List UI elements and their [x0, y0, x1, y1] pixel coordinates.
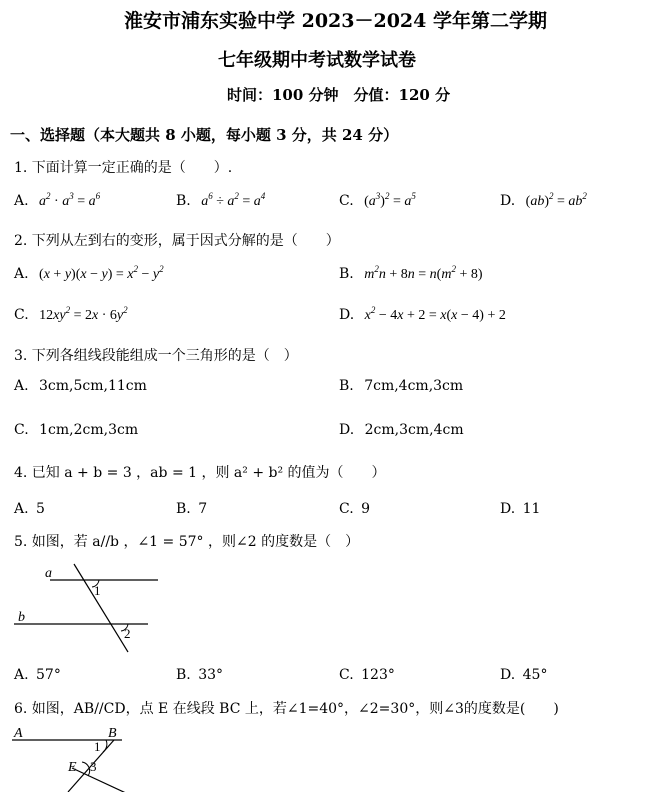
q2-option-b: B. $m^2n + 8n = n(m^2 + 8)$	[339, 264, 483, 282]
option-value: 3cm,5cm,11cm	[39, 378, 147, 394]
q1-option-a: A. $a^2 \cdot a^3 = a^6$	[14, 191, 101, 209]
option-value: 1cm,2cm,3cm	[39, 422, 139, 438]
q4-option-a	[14, 501, 45, 517]
q3-option-c	[14, 422, 138, 438]
option-letter: C.	[14, 307, 29, 323]
label-angle-3: 3	[90, 759, 97, 774]
option-value: 45°	[522, 667, 548, 683]
label-point-e: E	[68, 760, 77, 775]
angle-1-arc	[103, 740, 107, 752]
option-value: 2cm,3cm,4cm	[364, 422, 464, 438]
option-letter: C.	[339, 193, 354, 209]
q6-figure	[10, 724, 150, 792]
q2-option-c: C. $12xy^2 = 2x \cdot 6y^2$	[14, 305, 128, 323]
label-a: a	[45, 566, 52, 581]
option-value: 7	[198, 501, 208, 517]
label-b: b	[18, 610, 25, 625]
option-letter: D.	[500, 501, 516, 517]
option-value: 57°	[36, 667, 61, 683]
option-letter: B.	[176, 193, 191, 209]
option-value: 123°	[361, 667, 395, 683]
question-3-stem: 3. 下列各组线段能组成一个三角形的是（ ）	[14, 348, 298, 364]
option-letter: D.	[500, 667, 516, 683]
q5-option-c	[339, 667, 395, 683]
option-letter: A.	[14, 378, 29, 394]
q1-option-c: C. $(a^3)^2 = a^5$	[339, 191, 416, 209]
segment-e-ray	[72, 768, 128, 792]
option-letter: D.	[339, 307, 355, 323]
exam-subtitle: 七年级期中考试数学试卷	[218, 50, 416, 71]
question-1-stem: 1. 下面计算一定正确的是（ ）.	[14, 160, 233, 176]
option-value: 33°	[198, 667, 224, 683]
option-letter: B.	[339, 266, 354, 282]
option-letter: D.	[500, 193, 516, 209]
q5-option-b	[176, 667, 223, 683]
option-letter: A.	[14, 193, 29, 209]
option-letter: A.	[14, 667, 29, 683]
question-6-stem: 6. 如图，AB//CD，点 E 在线段 BC 上，若∠1=40°，∠2=30°，则∠3的度数是( )	[14, 701, 559, 717]
option-letter: C.	[339, 501, 354, 517]
transversal-line	[74, 564, 128, 652]
question-5-stem: 5. 如图，若 a//b ，∠1 = 57° ，则∠2 的度数是（ ）	[14, 534, 360, 550]
exam-title: 淮安市浦东实验中学 2023－2024 学年第二学期	[124, 10, 547, 32]
option-letter: A.	[14, 266, 29, 282]
label-point-b: B	[108, 726, 117, 741]
q3-option-d	[339, 422, 464, 438]
q1-option-d: D. $(ab)^2 = ab^2$	[500, 191, 587, 209]
section-heading: 一、选择题（本大题共 8 小题，每小题 3 分，共 24 分）	[10, 126, 399, 144]
option-value: 11	[522, 501, 541, 517]
option-letter: B.	[176, 501, 191, 517]
q1-option-b: B. $a^6 \div a^2 = a^4$	[176, 191, 266, 209]
option-letter: B.	[339, 378, 354, 394]
exam-meta: 时间：100 分钟 分值：120 分	[227, 86, 451, 104]
q2-option-d: D. $x^2 - 4x + 2 = x(x - 4) + 2$	[339, 305, 506, 323]
option-value: 7cm,4cm,3cm	[364, 378, 464, 394]
q3-option-b	[339, 378, 463, 394]
label-angle-2: 2	[124, 626, 131, 641]
q4-option-b	[176, 501, 207, 517]
option-letter: C.	[14, 422, 29, 438]
label-angle-1: 1	[94, 583, 101, 598]
q2-option-a: A. $(x + y)(x - y) = x^2 - y^2$	[14, 264, 164, 282]
option-letter: B.	[176, 667, 191, 683]
q5-option-d	[500, 667, 547, 683]
label-angle-1: 1	[94, 739, 101, 754]
option-letter: C.	[339, 667, 354, 683]
q5-figure	[10, 560, 170, 660]
question-2-stem: 2. 下列从左到右的变形，属于因式分解的是（ ）	[14, 233, 340, 249]
label-point-a: A	[14, 726, 23, 741]
question-4-stem: 4. 已知 a + b = 3 ，ab = 1 ，则 a² + b² 的值为（ ）	[14, 465, 386, 481]
q4-option-c	[339, 501, 370, 517]
option-letter: D.	[339, 422, 355, 438]
option-value: 5	[36, 501, 45, 517]
q5-option-a	[14, 667, 61, 683]
q4-option-d	[500, 501, 540, 517]
q3-option-a	[14, 378, 147, 394]
option-value: 9	[361, 501, 371, 517]
option-letter: A.	[14, 501, 29, 517]
